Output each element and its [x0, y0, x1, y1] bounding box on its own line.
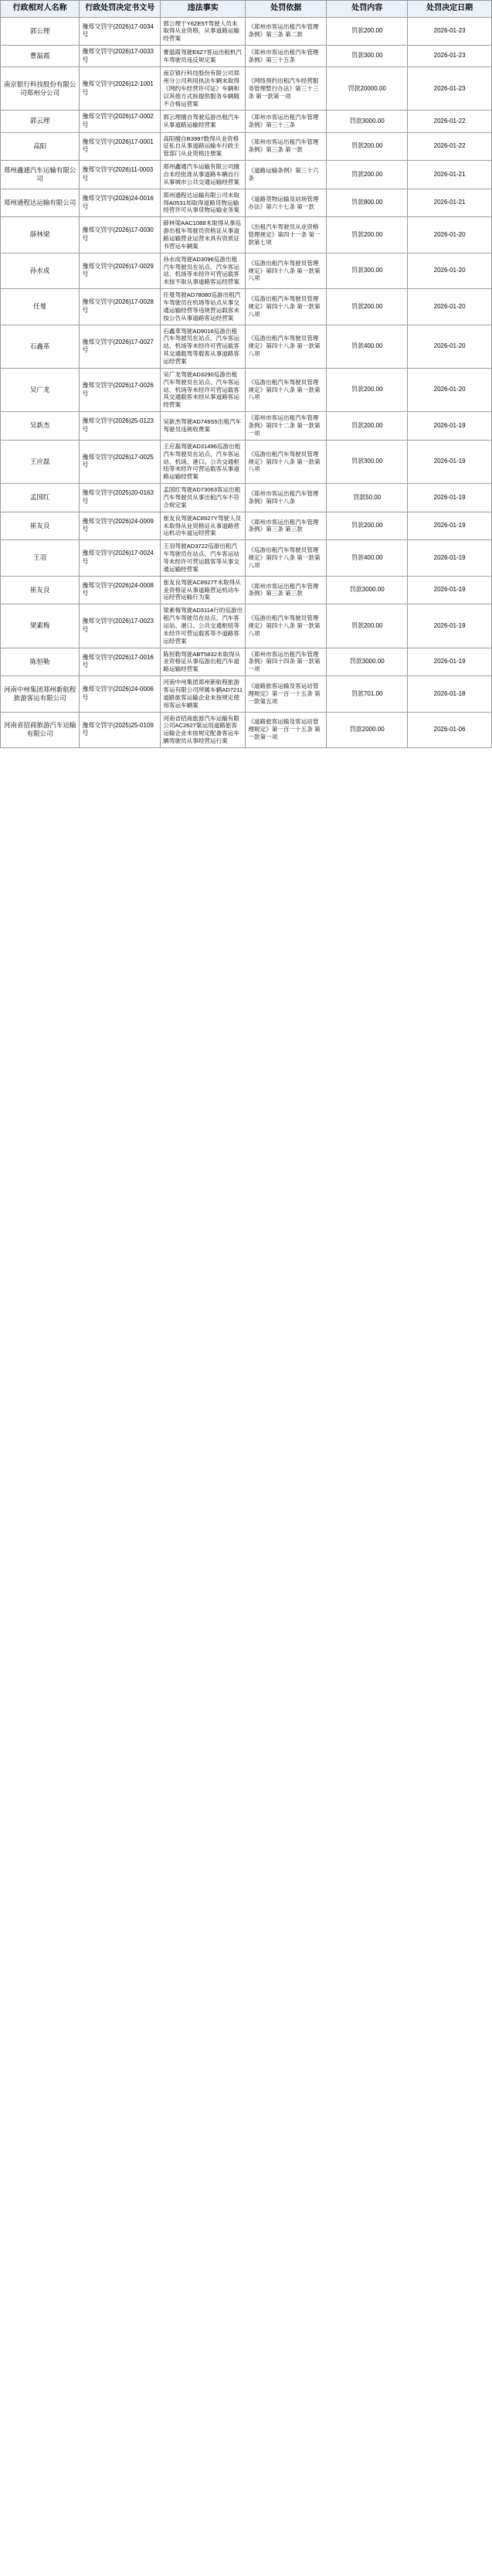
- cell-illegal-fact: 吴广龙驾驶AD3290巡游出租汽车驾驶员在站点、汽车客运站、机场等未经许可营运载客其交通载客未经从事道路客运经营案: [161, 368, 246, 411]
- cell-penalty-content: 罚款200.00: [327, 604, 408, 648]
- cell-relative-person-name: 吴广龙: [1, 368, 80, 411]
- cell-decision-document-number: 豫郑交罚字(2026)11-0003号: [80, 161, 161, 189]
- table-row: [1, 111, 492, 132]
- cell-penalty-content: 罚款701.00: [327, 676, 408, 712]
- cell-penalty-basis: 《郑州市客运出租汽车管理条例》第三条 第一款: [246, 132, 327, 161]
- cell-decision-document-number: 豫郑交罚字(2026)24-0006号: [80, 676, 161, 712]
- cell-decision-document-number: 豫郑交罚字(2026)17-0016号: [80, 648, 161, 676]
- cell-decision-document-number: 豫郑交罚字(2026)17-0024号: [80, 540, 161, 576]
- table-row: [1, 676, 492, 712]
- cell-illegal-fact: 崔友良驾驶AC8927Y驾驶人员未取得从业资格证从事道路营运机动车道运经营案: [161, 512, 246, 540]
- cell-penalty-basis: 《道路旅客运输及客运站管理规定》第一百一十五条 第一款第五项: [246, 676, 327, 712]
- cell-decision-document-number: 豫郑交罚字(2025)25-0109号: [80, 712, 161, 747]
- cell-penalty-date: 2026-01-21: [408, 189, 492, 217]
- cell-relative-person-name: 郑州鑫通汽车运输有限公司: [1, 161, 80, 189]
- cell-decision-document-number: 豫郑交罚字(2026)17-0029号: [80, 253, 161, 288]
- cell-relative-person-name: 河南省招商旅游汽车运输有限公司: [1, 712, 80, 747]
- table-row: [1, 484, 492, 512]
- cell-penalty-date: 2026-01-18: [408, 676, 492, 712]
- cell-penalty-basis: 《出租汽车驾驶员从业资格管理规定》第四十一条 第一款第七项: [246, 217, 327, 253]
- cell-decision-document-number: 豫郑交罚字(2025)20-0163号: [80, 484, 161, 512]
- cell-relative-person-name: 孙水成: [1, 253, 80, 288]
- cell-penalty-basis: 《郑州市客运出租汽车管理条例》第四十二条 第一款第一项: [246, 412, 327, 441]
- table-header-row: [1, 1, 492, 18]
- cell-relative-person-name: 郭公理: [1, 17, 80, 46]
- column-header-basis: 处罚依据: [246, 1, 327, 18]
- cell-penalty-date: 2026-01-19: [408, 412, 492, 441]
- cell-decision-document-number: 豫郑交罚字(2026)17-0002号: [80, 111, 161, 132]
- cell-penalty-date: 2026-01-19: [408, 512, 492, 540]
- cell-penalty-basis: 《郑州市客运出租汽车管理条例》第四十八条: [246, 484, 327, 512]
- cell-relative-person-name: 王应磊: [1, 440, 80, 483]
- cell-relative-person-name: 陈恒勒: [1, 648, 80, 676]
- cell-illegal-fact: 南京银行科技股份有限公司郑州分公司利用执法车辆未取得《网约车经营许可证》车辆和以其他方式拆提供服务车辆随不合格运营案: [161, 67, 246, 111]
- cell-illegal-fact: 孙水成驾驶AD3096巡游出租汽车驾驶员在站点、汽车客运站、机场等未经许可营运载客未按不取从事道路客运经营案: [161, 253, 246, 288]
- cell-decision-document-number: 豫郑交罚字(2026)17-0023号: [80, 604, 161, 648]
- cell-penalty-basis: 《郑州市客运出租汽车管理条例》第三条 第三款: [246, 576, 327, 604]
- table-row: [1, 325, 492, 368]
- cell-illegal-fact: 郭公理于Y6ZE5T驾驶人员未取得从业资格，从事道路运输经营案: [161, 17, 246, 46]
- cell-penalty-content: 罚款200.00: [327, 412, 408, 441]
- table-row: [1, 217, 492, 253]
- cell-relative-person-name: 崔友良: [1, 576, 80, 604]
- cell-penalty-basis: 《郑州市客运出租汽车管理条例》第三十五条: [246, 46, 327, 67]
- table-row: [1, 46, 492, 67]
- cell-illegal-fact: 郑州通程达运输有限公司未取得A0531如取得道路货物运输经营许可从事货物运输业务案: [161, 189, 246, 217]
- cell-penalty-content: 罚款200.00: [327, 217, 408, 253]
- cell-decision-document-number: 豫郑交罚字(2026)12-1001号: [80, 67, 161, 111]
- cell-decision-document-number: 豫郑交罚字(2026)24-0009号: [80, 512, 161, 540]
- cell-relative-person-name: 河南中州集团郑州新航程旅游客运有限公司: [1, 676, 80, 712]
- cell-penalty-content: 罚款200.00: [327, 161, 408, 189]
- cell-penalty-basis: 《道路货物运输及站场管理办法》第六十七条 第一款: [246, 189, 327, 217]
- cell-relative-person-name: 任曼: [1, 289, 80, 325]
- column-header-name: 行政相对人名称: [1, 1, 80, 18]
- cell-penalty-basis: 《网络预约出租汽车经营服务管理暂行办法》第三十三条 第一款第一项: [246, 67, 327, 111]
- cell-penalty-basis: 《巡游出租汽车驾驶员管理规定》第四十八条 第一款第八项: [246, 604, 327, 648]
- cell-penalty-basis: 《巡游出租汽车驾驶员管理规定》第四十八条 第一款第八项: [246, 289, 327, 325]
- cell-illegal-fact: 孟国红驾驶AD73063客运出租汽车驾驶员从事出租汽车不符合规定案: [161, 484, 246, 512]
- cell-penalty-content: 罚款300.00: [327, 46, 408, 67]
- administrative-penalty-table: [0, 0, 492, 748]
- cell-relative-person-name: 郑州通程达运输有限公司: [1, 189, 80, 217]
- cell-illegal-fact: 郑州鑫通汽车运输有限公司擅自未经批准从事道路车辆自行从事城市公共交通运输经营案: [161, 161, 246, 189]
- cell-penalty-date: 2026-01-06: [408, 712, 492, 747]
- cell-relative-person-name: 吴新杰: [1, 412, 80, 441]
- cell-decision-document-number: 豫郑交罚字(2026)17-0001号: [80, 132, 161, 161]
- cell-penalty-date: 2026-01-19: [408, 648, 492, 676]
- cell-decision-document-number: 豫郑交罚字(2026)17-0028号: [80, 289, 161, 325]
- cell-penalty-date: 2026-01-20: [408, 253, 492, 288]
- cell-penalty-date: 2026-01-23: [408, 17, 492, 46]
- cell-decision-document-number: 豫郑交罚字(2026)17-0034号: [80, 17, 161, 46]
- cell-penalty-basis: 《郑州市客运出租汽车管理条例》第三条 第三款: [246, 512, 327, 540]
- column-header-amount: 处罚内容: [327, 1, 408, 18]
- cell-penalty-date: 2026-01-19: [408, 440, 492, 483]
- cell-relative-person-name: 王羽: [1, 540, 80, 576]
- cell-penalty-content: 罚款300.00: [327, 253, 408, 288]
- cell-penalty-date: 2026-01-20: [408, 368, 492, 411]
- cell-illegal-fact: 吴新杰驾驶AD749S5出租汽车驾驶员违规收费案: [161, 412, 246, 441]
- cell-penalty-date: 2026-01-21: [408, 161, 492, 189]
- cell-penalty-basis: 《巡游出租汽车驾驶员管理规定》第四十八条 第一款第八项: [246, 253, 327, 288]
- cell-illegal-fact: 高阳擅自B3997数得从业资格证私自从事道路运输车行政主管部门从业资格注册案: [161, 132, 246, 161]
- cell-penalty-basis: 《道路旅客运输及客运站管理规定》第一百一十五条 第一款第一项: [246, 712, 327, 747]
- cell-decision-document-number: 豫郑交罚字(2026)17-0025号: [80, 440, 161, 483]
- table-row: [1, 368, 492, 411]
- cell-relative-person-name: 高阳: [1, 132, 80, 161]
- cell-decision-document-number: 豫郑交罚字(2026)17-0027号: [80, 325, 161, 368]
- cell-penalty-basis: 《道路运输条例》第三十六条: [246, 161, 327, 189]
- cell-penalty-content: 罚款300.00: [327, 440, 408, 483]
- cell-decision-document-number: 豫郑交罚字(2026)24-0008号: [80, 576, 161, 604]
- cell-penalty-content: 罚款200.00: [327, 512, 408, 540]
- column-header-date: 处罚决定日期: [408, 1, 492, 18]
- cell-illegal-fact: 河南省招商旅游汽车运输有限公司AC2627渠运用道路旅客运输企业未按规定配备客运车辆驾驶员从事经营运行案: [161, 712, 246, 747]
- cell-penalty-content: 罚款400.00: [327, 325, 408, 368]
- cell-penalty-date: 2026-01-22: [408, 111, 492, 132]
- table-row: [1, 712, 492, 747]
- cell-penalty-basis: 《郑州市客运出租汽车管理条例》第三十三条: [246, 111, 327, 132]
- column-header-docno: 行政处罚决定书文号: [80, 1, 161, 18]
- table-row: [1, 576, 492, 604]
- cell-penalty-basis: 《巡游出租汽车驾驶员管理规定》第四十八条 第一款第八项: [246, 368, 327, 411]
- cell-penalty-basis: 《郑州市客运出租汽车管理条例》第三条 第二款: [246, 17, 327, 46]
- cell-penalty-content: 罚款2000.00: [327, 712, 408, 747]
- cell-penalty-date: 2026-01-19: [408, 576, 492, 604]
- cell-relative-person-name: 梁素梅: [1, 604, 80, 648]
- cell-relative-person-name: 南京银行科技股份有限公司郑州分公司: [1, 67, 80, 111]
- cell-decision-document-number: 豫郑交罚字(2026)17-0030号: [80, 217, 161, 253]
- cell-illegal-fact: 梁素梅驾驶AD3114行的巡游出租汽车驾驶员在站点、汽车客运站、港口、公共交通枢纽等未经许可营运载客等不道路客运经营案: [161, 604, 246, 648]
- cell-penalty-content: 罚款200.00: [327, 289, 408, 325]
- cell-penalty-content: 罚款200.00: [327, 368, 408, 411]
- cell-relative-person-name: 崔友良: [1, 512, 80, 540]
- cell-illegal-fact: 陈恒勒驾驶ABT5832未取得从业资格证从事巡游出租汽车道路运输经营案: [161, 648, 246, 676]
- cell-penalty-basis: 《郑州市客运出租汽车管理条例》第四十四条 第一款第一项: [246, 648, 327, 676]
- penalty-table-page: [0, 0, 492, 748]
- table-row: [1, 189, 492, 217]
- cell-illegal-fact: 任曼驾驶AD78080巡游出租汽车驾驶员在机场等站点从事交通运输经营等违规营运载客未按公告从事道路客运经营案: [161, 289, 246, 325]
- cell-illegal-fact: 河南中州集团郑州新航程旅游客运有限公司所属车辆AD7211道路旅客运输企业未按规定使用客运车辆案: [161, 676, 246, 712]
- cell-penalty-basis: 《巡游出租汽车驾驶员管理规定》第四十八条 第一款第八项: [246, 540, 327, 576]
- cell-relative-person-name: 孟国红: [1, 484, 80, 512]
- column-header-fact: 违法事实: [161, 1, 246, 18]
- cell-penalty-content: 罚款20000.00: [327, 67, 408, 111]
- cell-penalty-date: 2026-01-19: [408, 484, 492, 512]
- cell-penalty-date: 2026-01-20: [408, 217, 492, 253]
- table-row: [1, 512, 492, 540]
- cell-penalty-date: 2026-01-19: [408, 604, 492, 648]
- cell-relative-person-name: 曹温霞: [1, 46, 80, 67]
- cell-decision-document-number: 豫郑交罚字(2026)25-0123号: [80, 412, 161, 441]
- cell-decision-document-number: 豫郑交罚字(2026)17-0033号: [80, 46, 161, 67]
- cell-penalty-date: 2026-01-20: [408, 325, 492, 368]
- cell-penalty-date: 2026-01-20: [408, 289, 492, 325]
- cell-decision-document-number: 豫郑交罚字(2026)17-0026号: [80, 368, 161, 411]
- cell-penalty-date: 2026-01-22: [408, 132, 492, 161]
- table-row: [1, 604, 492, 648]
- cell-penalty-date: 2026-01-23: [408, 46, 492, 67]
- table-row: [1, 67, 492, 111]
- cell-penalty-content: 罚款3000.00: [327, 648, 408, 676]
- cell-illegal-fact: 王应磊驾驶AD31496巡游出租汽车驾驶员在站点、汽车客运站、机场、港口、公共交通枢纽等未经许可营运载客从事道路运输经营案: [161, 440, 246, 483]
- cell-relative-person-name: 石鑫革: [1, 325, 80, 368]
- cell-penalty-date: 2026-01-19: [408, 540, 492, 576]
- cell-relative-person-name: 薛林梁: [1, 217, 80, 253]
- cell-penalty-content: 罚款200.00: [327, 17, 408, 46]
- table-row: [1, 253, 492, 288]
- cell-penalty-content: 罚款200.00: [327, 132, 408, 161]
- cell-illegal-fact: 薛林梁AAC1088未取得从事巡游出租车驾驶员资格证从事道路运输营业运营未具有资质证书营运车辆案: [161, 217, 246, 253]
- table-row: [1, 289, 492, 325]
- cell-penalty-content: 罚款3000.00: [327, 111, 408, 132]
- cell-illegal-fact: 王羽驾驶AD3722巡游出租汽车驾驶员在站点、汽车客运站等未经许可营运载客等从事交通运输经营案: [161, 540, 246, 576]
- table-row: [1, 412, 492, 441]
- cell-illegal-fact: 郭云理擅自驾驶巡游出租汽车从事道路运输经营案: [161, 111, 246, 132]
- table-body: [1, 17, 492, 748]
- table-row: [1, 440, 492, 483]
- cell-illegal-fact: 曹温霞驾驶E6Z7客运出租机汽车驾驶员违反规定案: [161, 46, 246, 67]
- cell-penalty-content: 罚款400.00: [327, 540, 408, 576]
- table-row: [1, 132, 492, 161]
- cell-illegal-fact: 石鑫革驾驶AD9016巡游出租汽车驾驶员在站点、汽车客运站、机场等未经许可营运载客其交通载驾等载客从事道路客运经营案: [161, 325, 246, 368]
- cell-penalty-content: 罚款3000.00: [327, 576, 408, 604]
- cell-illegal-fact: 崔友良驾驶AC8927T未取得从业资格证从事道路营运机动车运经营运输行为案: [161, 576, 246, 604]
- cell-penalty-content: 罚款800.00: [327, 189, 408, 217]
- cell-penalty-date: 2026-01-23: [408, 67, 492, 111]
- table-row: [1, 648, 492, 676]
- table-row: [1, 161, 492, 189]
- cell-penalty-content: 罚款50.00: [327, 484, 408, 512]
- table-row: [1, 540, 492, 576]
- cell-penalty-basis: 《巡游出租汽车驾驶员管理规定》第四十八条 第一款第八项: [246, 325, 327, 368]
- cell-penalty-basis: 《巡游出租汽车驾驶员管理规定》第四十八条 第一款第八项: [246, 440, 327, 483]
- table-row: [1, 17, 492, 46]
- cell-relative-person-name: 郭云理: [1, 111, 80, 132]
- cell-decision-document-number: 豫郑交罚字(2026)24-0016号: [80, 189, 161, 217]
